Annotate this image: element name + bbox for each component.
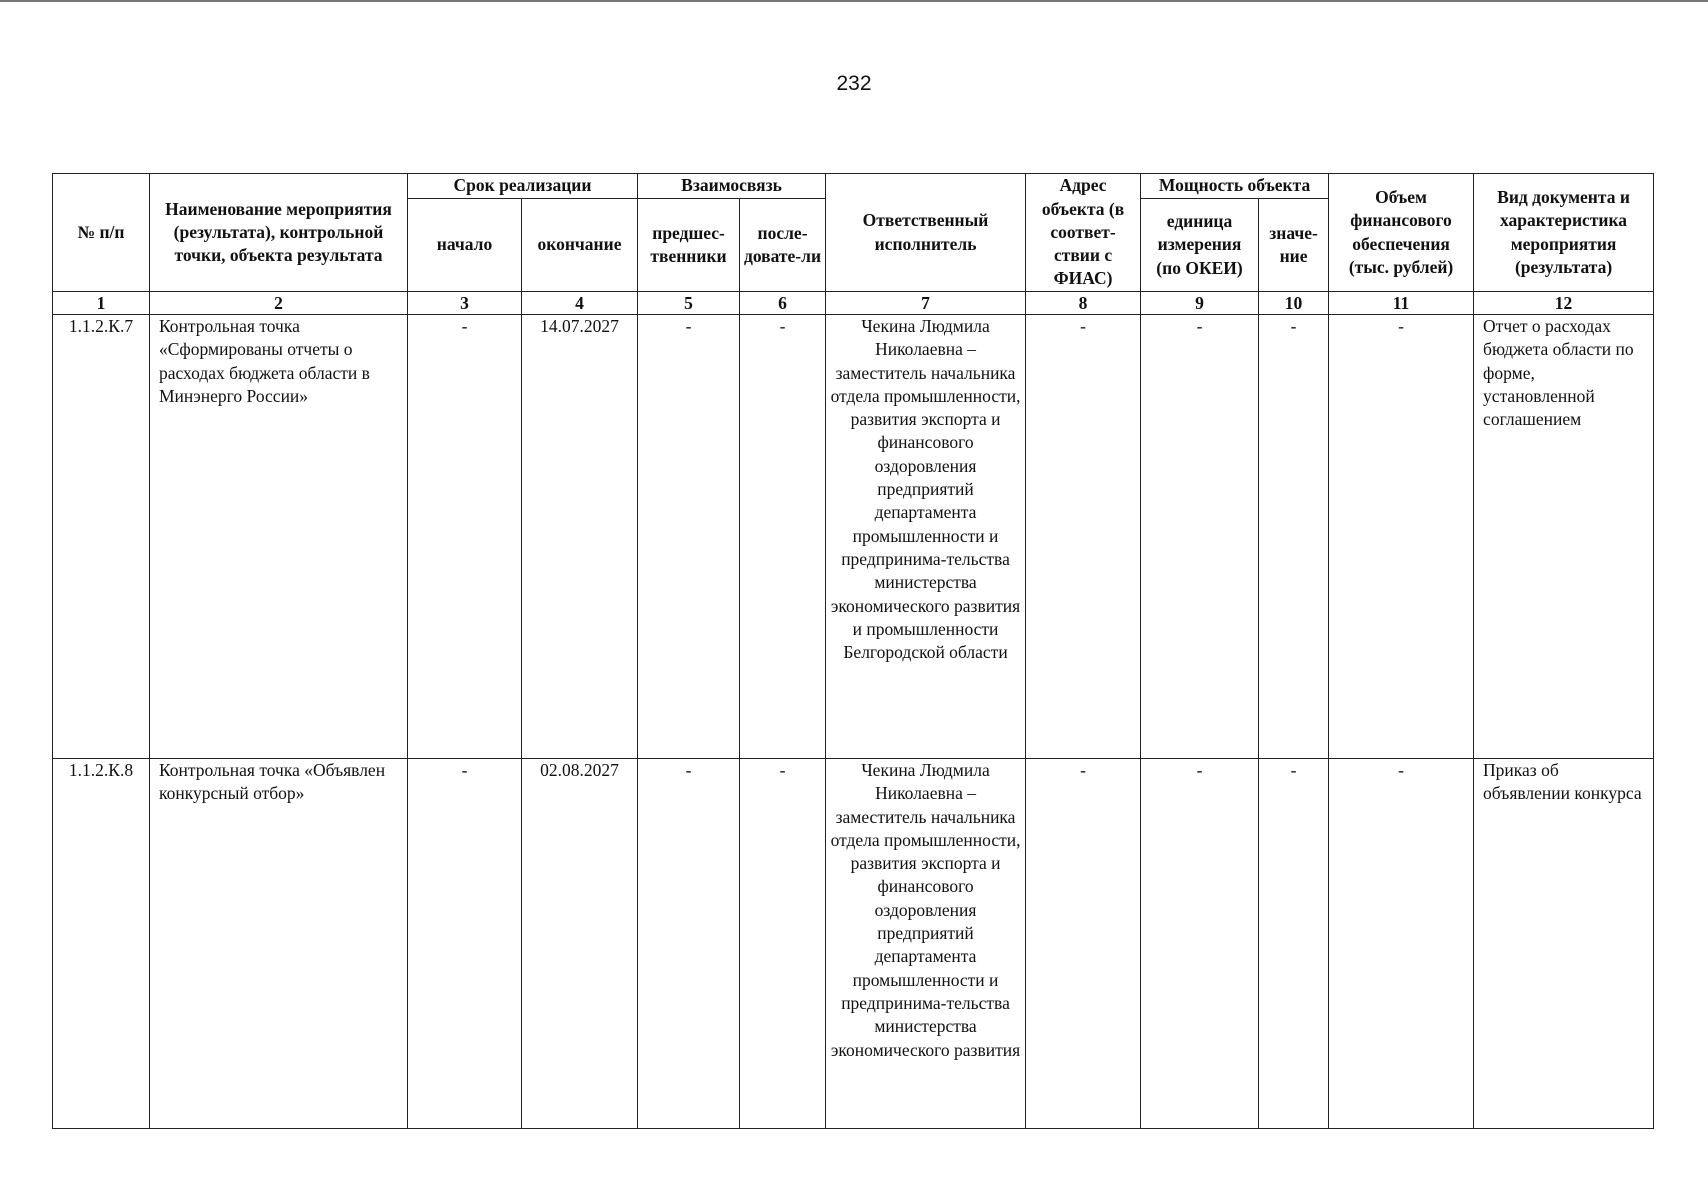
table-row <box>53 759 1654 1129</box>
cell-doc: Приказ об объявлении конкурса <box>1474 759 1654 1129</box>
column-number: 5 <box>638 292 740 315</box>
cell-funding: - <box>1329 315 1474 759</box>
column-number: 10 <box>1259 292 1329 315</box>
column-number: 4 <box>522 292 638 315</box>
cell-start: - <box>408 759 522 1129</box>
header-period: Срок реализации <box>408 174 638 199</box>
header-funding: Объем финансового обеспечения (тыс. рублей) <box>1329 174 1474 292</box>
cell-address: - <box>1026 315 1141 759</box>
column-number: 6 <box>740 292 826 315</box>
column-number: 9 <box>1141 292 1259 315</box>
cell-name: Контрольная точка «Объявлен конкурсный отбор» <box>150 759 408 1129</box>
cell-name: Контрольная точка «Сформированы отчеты о расходах бюджета области в Минэнерго России» <box>150 315 408 759</box>
header-successors: после-довате-ли <box>740 199 826 292</box>
cell-num: 1.1.2.К.7 <box>53 315 150 759</box>
table-row <box>53 315 1654 759</box>
header-predecessors: предшес-твенники <box>638 199 740 292</box>
header-unit: единица измерения (по ОКЕИ) <box>1141 199 1259 292</box>
header-doc: Вид документа и характеристика мероприятия (результата) <box>1474 174 1654 292</box>
column-number: 12 <box>1474 292 1654 315</box>
header-end: окончание <box>522 199 638 292</box>
cell-successors: - <box>740 759 826 1129</box>
cell-doc: Отчет о расходах бюджета области по форме, установленной соглашением <box>1474 315 1654 759</box>
column-number: 1 <box>53 292 150 315</box>
cell-num: 1.1.2.К.8 <box>53 759 150 1129</box>
column-number: 3 <box>408 292 522 315</box>
cell-executor: Чекина Людмила Николаевна – заместитель начальника отдела промышленности, развития экспорта и финансового оздоровления предприятий департамента промышленности и предпринима-тельства министерства экономического развития <box>826 759 1026 1129</box>
cell-start: - <box>408 315 522 759</box>
cell-address: - <box>1026 759 1141 1129</box>
header-capacity: Мощность объекта <box>1141 174 1329 199</box>
cell-unit: - <box>1141 759 1259 1129</box>
cell-value: - <box>1259 315 1329 759</box>
top-border-line <box>0 0 1708 2</box>
cell-funding: - <box>1329 759 1474 1129</box>
cell-unit: - <box>1141 315 1259 759</box>
header-executor: Ответственный исполнитель <box>826 174 1026 292</box>
page-number: 232 <box>836 72 872 95</box>
cell-value: - <box>1259 759 1329 1129</box>
header-name: Наименование мероприятия (результата), контрольной точки, объекта результата <box>150 174 408 292</box>
cell-predecessors: - <box>638 315 740 759</box>
cell-successors: - <box>740 315 826 759</box>
header-start: начало <box>408 199 522 292</box>
column-number: 2 <box>150 292 408 315</box>
header-relation: Взаимосвязь <box>638 174 826 199</box>
column-number: 11 <box>1329 292 1474 315</box>
header-value: значе-ние <box>1259 199 1329 292</box>
cell-predecessors: - <box>638 759 740 1129</box>
cell-end: 14.07.2027 <box>522 315 638 759</box>
column-number: 8 <box>1026 292 1141 315</box>
column-number: 7 <box>826 292 1026 315</box>
header-num: № п/п <box>53 174 150 292</box>
cell-end: 02.08.2027 <box>522 759 638 1129</box>
header-address: Адрес объекта (в соответ-ствии с ФИАС) <box>1026 174 1141 292</box>
cell-executor: Чекина Людмила Николаевна – заместитель начальника отдела промышленности, развития экспорта и финансового оздоровления предприятий департамента промышленности и предпринима-тельства министерства экономического развития и промышленности Белгородской области <box>826 315 1026 759</box>
plan-table <box>52 173 1654 1129</box>
